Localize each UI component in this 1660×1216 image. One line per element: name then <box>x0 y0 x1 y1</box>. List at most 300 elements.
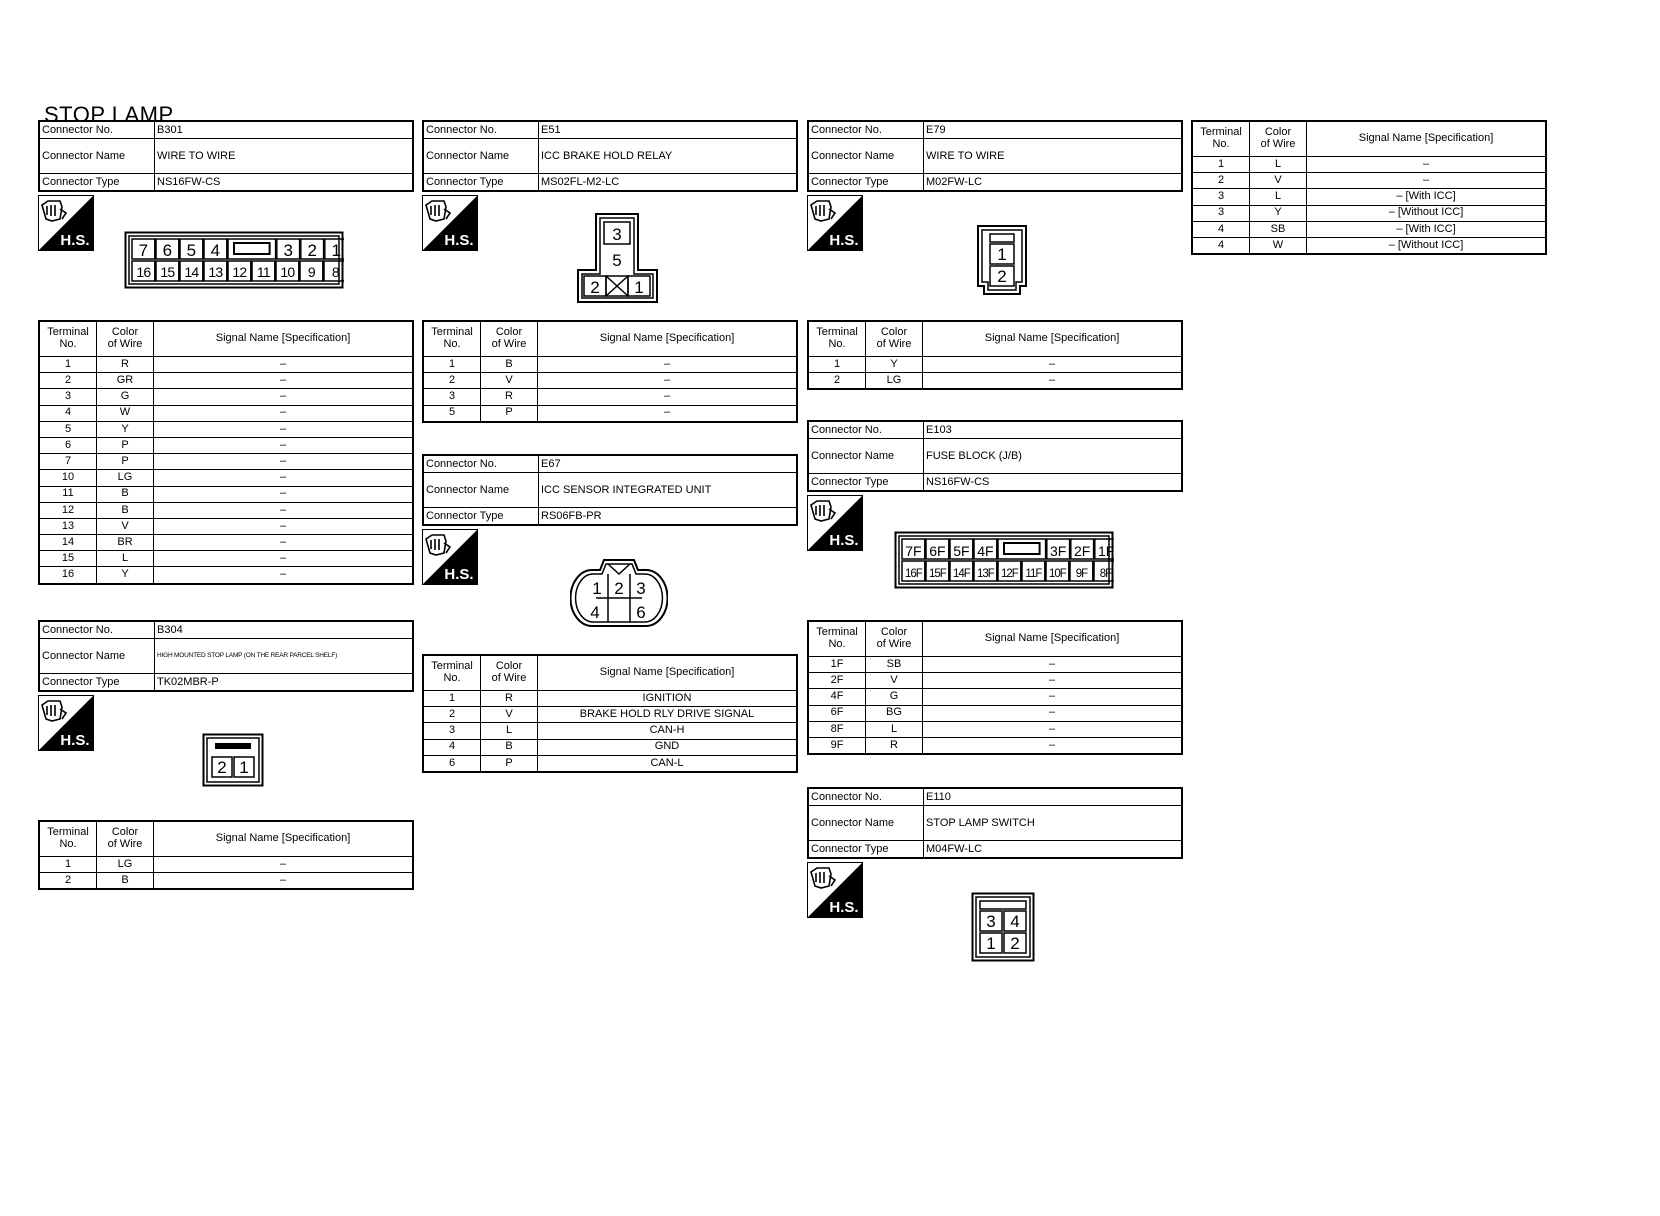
wire-color-cell: V <box>866 673 923 689</box>
pin-label: 9 <box>307 264 315 280</box>
terminal-no-cell: 1 <box>1192 157 1250 173</box>
pin-label: 3 <box>636 579 646 598</box>
label: Connector Name <box>423 139 539 174</box>
terminal-no-cell: 2 <box>423 707 481 723</box>
pin-label: 10F <box>1048 568 1066 580</box>
terminal-no-cell: 11 <box>39 486 97 502</box>
wire-color-cell: G <box>97 389 154 405</box>
wire-color-cell: B <box>481 357 538 373</box>
table-row <box>423 739 797 755</box>
wire-color-cell: BG <box>866 705 923 721</box>
col-color: Color of Wire <box>481 321 538 357</box>
col-color: Color of Wire <box>866 321 923 357</box>
terminal-no-cell: 16 <box>39 567 97 584</box>
table-row <box>808 657 1182 673</box>
table-row <box>39 437 413 453</box>
wire-color-cell: V <box>481 707 538 723</box>
terminal-no-cell: 1 <box>39 857 97 873</box>
hs-label: H.S. <box>60 732 90 749</box>
pin-label: 11F <box>1025 568 1042 580</box>
signal-name-cell: – <box>538 373 798 389</box>
wire-color-cell: G <box>866 689 923 705</box>
signal-name-cell: – <box>154 535 414 551</box>
wire-color-cell: B <box>97 873 154 890</box>
connector-no: E51 <box>539 121 798 139</box>
table-row <box>39 551 413 567</box>
pin-label: 2F <box>1074 543 1091 559</box>
wire-color-cell: LG <box>97 470 154 486</box>
b301-connector-face <box>124 231 344 289</box>
e110-connector-face <box>971 892 1035 962</box>
hs-icon <box>422 195 478 251</box>
label: Connector Name <box>808 139 924 174</box>
signal-name-cell: – <box>154 405 414 421</box>
pin-label: 14F <box>952 568 970 580</box>
connector-name: FUSE BLOCK (J/B) <box>924 439 1183 474</box>
table-row <box>39 502 413 518</box>
terminal-no-cell: 6 <box>39 437 97 453</box>
wire-color-cell: SB <box>1250 221 1307 237</box>
label: Connector No. <box>423 455 539 473</box>
wire-color-cell: P <box>97 437 154 453</box>
col-signal: Signal Name [Specification] <box>923 621 1183 657</box>
col-color: Color of Wire <box>1250 121 1307 157</box>
e103-connector-face <box>894 531 1114 589</box>
table-row <box>39 454 413 470</box>
pin-label: 4 <box>1010 912 1020 931</box>
table-row <box>808 357 1182 373</box>
label: Connector Type <box>808 474 924 492</box>
pin-label: 4F <box>977 543 994 559</box>
signal-name-cell: – <box>154 373 414 389</box>
pin-label: 3F <box>1050 543 1067 559</box>
terminal-no-cell: 2 <box>1192 173 1250 189</box>
pin-label: 16 <box>136 264 151 280</box>
wire-color-cell: BR <box>97 535 154 551</box>
e79-info-table <box>807 120 1183 192</box>
connector-type: NS16FW-CS <box>155 174 414 192</box>
col-signal: Signal Name [Specification] <box>154 321 414 357</box>
label: Connector Name <box>808 806 924 841</box>
table-row <box>423 373 797 389</box>
b304-info-table <box>38 620 414 692</box>
connector-type: RS06FB-PR <box>539 508 798 526</box>
signal-name-cell: – <box>923 689 1183 705</box>
table-row <box>808 689 1182 705</box>
signal-name-cell: – <box>154 389 414 405</box>
terminal-no-cell: 2 <box>808 373 866 390</box>
hs-icon <box>807 862 863 918</box>
e51-connector-face <box>576 212 660 304</box>
wire-color-cell: L <box>1250 157 1307 173</box>
table-row <box>1192 157 1546 173</box>
col-terminal-no: Terminal No. <box>1192 121 1250 157</box>
hs-label: H.S. <box>444 566 474 583</box>
col-terminal-no: Terminal No. <box>423 655 481 691</box>
col-terminal-no: Terminal No. <box>423 321 481 357</box>
label: Connector Type <box>808 174 924 192</box>
e110-info-table <box>807 787 1183 859</box>
wire-color-cell: L <box>97 551 154 567</box>
wire-color-cell: R <box>481 691 538 707</box>
pin-label: 15F <box>928 568 946 580</box>
wire-color-cell: Y <box>866 357 923 373</box>
terminal-no-cell: 3 <box>423 723 481 739</box>
signal-name-cell: CAN-H <box>538 723 798 739</box>
col-terminal-no: Terminal No. <box>39 321 97 357</box>
signal-name-cell: IGNITION <box>538 691 798 707</box>
connector-name: STOP LAMP SWITCH <box>924 806 1183 841</box>
terminal-no-cell: 4 <box>39 405 97 421</box>
connector-name: HIGH MOUNTED STOP LAMP (ON THE REAR PARCEL SHELF) <box>155 639 414 674</box>
pin-label: 1 <box>239 758 249 777</box>
table-row <box>808 737 1182 754</box>
wire-color-cell: P <box>97 454 154 470</box>
table-row <box>1192 173 1546 189</box>
pin-label: 12 <box>232 264 247 280</box>
pin-label: 11 <box>256 264 270 280</box>
b304-connector-face <box>202 733 264 787</box>
e110-terminal-table <box>1191 120 1547 255</box>
table-row <box>1192 205 1546 221</box>
terminal-no-cell: 13 <box>39 518 97 534</box>
pin-label: 6 <box>162 241 173 260</box>
wire-color-cell: W <box>1250 237 1307 254</box>
wire-color-cell: Y <box>97 421 154 437</box>
hs-label: H.S. <box>60 232 90 249</box>
label: Connector Name <box>39 639 155 674</box>
table-row <box>1192 221 1546 237</box>
signal-name-cell: – <box>154 567 414 584</box>
table-row <box>39 373 413 389</box>
wire-color-cell: B <box>97 486 154 502</box>
signal-name-cell: – <box>154 857 414 873</box>
hs-icon <box>422 529 478 585</box>
e79-terminal-table <box>807 320 1183 390</box>
pin-label: 1 <box>997 245 1007 264</box>
signal-name-cell: – <box>923 373 1183 390</box>
pin-label: 2 <box>614 579 624 598</box>
terminal-no-cell: 1 <box>423 357 481 373</box>
pin-label: 15 <box>160 264 175 280</box>
connector-type: MS02FL-M2-LC <box>539 174 798 192</box>
pin-label: 6F <box>929 543 946 559</box>
hs-label: H.S. <box>829 232 859 249</box>
wire-color-cell: L <box>1250 189 1307 205</box>
terminal-no-cell: 5 <box>423 405 481 422</box>
terminal-no-cell: 1 <box>808 357 866 373</box>
signal-name-cell: – <box>154 486 414 502</box>
wire-color-cell: P <box>481 405 538 422</box>
wire-color-cell: V <box>481 373 538 389</box>
wire-color-cell: LG <box>97 857 154 873</box>
signal-name-cell: – <box>154 437 414 453</box>
signal-name-cell: – <box>154 502 414 518</box>
signal-name-cell: – <box>154 518 414 534</box>
connector-type: M04FW-LC <box>924 841 1183 859</box>
col-color: Color of Wire <box>481 655 538 691</box>
pin-label: 4 <box>590 603 600 622</box>
e79-connector-face <box>976 224 1028 296</box>
table-row <box>423 691 797 707</box>
connector-no: E67 <box>539 455 798 473</box>
wire-color-cell: Y <box>1250 205 1307 221</box>
col-signal: Signal Name [Specification] <box>1307 121 1547 157</box>
signal-name-cell: – [With ICC] <box>1307 221 1547 237</box>
connector-name: WIRE TO WIRE <box>155 139 414 174</box>
wire-color-cell: GR <box>97 373 154 389</box>
pin-label: 3 <box>986 912 996 931</box>
terminal-no-cell: 14 <box>39 535 97 551</box>
pin-label: 2 <box>1010 934 1020 953</box>
signal-name-cell: – <box>923 737 1183 754</box>
wire-color-cell: W <box>97 405 154 421</box>
wire-color-cell: SB <box>866 657 923 673</box>
table-row <box>423 755 797 772</box>
wire-color-cell: Y <box>97 567 154 584</box>
table-row <box>423 707 797 723</box>
pin-label: 1F <box>1098 543 1114 559</box>
label: Connector No. <box>423 121 539 139</box>
table-row <box>39 357 413 373</box>
label: Connector Type <box>808 841 924 859</box>
table-row <box>808 705 1182 721</box>
label: Connector No. <box>808 788 924 806</box>
label: Connector Type <box>39 674 155 692</box>
table-row <box>423 389 797 405</box>
pin-label: 2 <box>997 267 1007 286</box>
terminal-no-cell: 7 <box>39 454 97 470</box>
hs-icon <box>38 695 94 751</box>
terminal-no-cell: 4F <box>808 689 866 705</box>
pin-label: 7F <box>905 543 922 559</box>
e51-info-table <box>422 120 798 192</box>
e67-connector-face <box>570 556 668 630</box>
signal-name-cell: – <box>1307 157 1547 173</box>
hs-icon <box>807 495 863 551</box>
terminal-no-cell: 2 <box>39 873 97 890</box>
e67-info-table <box>422 454 798 526</box>
table-row <box>39 389 413 405</box>
label: Connector No. <box>39 621 155 639</box>
terminal-no-cell: 4 <box>1192 237 1250 254</box>
wire-color-cell: LG <box>866 373 923 390</box>
table-row <box>39 873 413 890</box>
hs-icon <box>807 195 863 251</box>
table-row <box>1192 237 1546 254</box>
signal-name-cell: – <box>923 657 1183 673</box>
signal-name-cell: – <box>923 357 1183 373</box>
signal-name-cell: – <box>154 357 414 373</box>
label: Connector Name <box>39 139 155 174</box>
label: Connector Type <box>39 174 155 192</box>
terminal-no-cell: 10 <box>39 470 97 486</box>
table-row <box>39 518 413 534</box>
connector-name: WIRE TO WIRE <box>924 139 1183 174</box>
col-signal: Signal Name [Specification] <box>538 655 798 691</box>
signal-name-cell: CAN-L <box>538 755 798 772</box>
terminal-no-cell: 1F <box>808 657 866 673</box>
col-signal: Signal Name [Specification] <box>538 321 798 357</box>
label: Connector No. <box>39 121 155 139</box>
connector-no: B301 <box>155 121 414 139</box>
pin-label: 5F <box>953 543 970 559</box>
pin-label: 1 <box>592 579 602 598</box>
signal-name-cell: – <box>923 721 1183 737</box>
pin-label: 16F <box>904 568 922 580</box>
pin-label: 6 <box>636 603 646 622</box>
pin-label: 13 <box>208 264 223 280</box>
table-row <box>808 673 1182 689</box>
wire-color-cell: V <box>1250 173 1307 189</box>
e103-terminal-table <box>807 620 1183 755</box>
pin-label: 5 <box>612 251 622 270</box>
pin-label: 1 <box>331 241 341 260</box>
pin-label: 10 <box>280 264 295 280</box>
pin-label: 7 <box>138 241 149 260</box>
signal-name-cell: – <box>538 357 798 373</box>
label: Connector Type <box>423 174 539 192</box>
signal-name-cell: – [Without ICC] <box>1307 205 1547 221</box>
col-color: Color of Wire <box>97 821 154 857</box>
connector-no: B304 <box>155 621 414 639</box>
page-title: STOP LAMP <box>44 102 174 127</box>
signal-name-cell: – [With ICC] <box>1307 189 1547 205</box>
connector-no: E110 <box>924 788 1183 806</box>
table-row <box>808 373 1182 390</box>
b301-terminal-table <box>38 320 414 585</box>
terminal-no-cell: 3 <box>423 389 481 405</box>
e103-info-table <box>807 420 1183 492</box>
label: Connector Name <box>423 473 539 508</box>
pin-label: 5 <box>186 241 197 260</box>
table-row <box>423 723 797 739</box>
pin-label: 2 <box>217 758 227 777</box>
wire-color-cell: L <box>481 723 538 739</box>
pin-label: 8 <box>331 264 339 280</box>
terminal-no-cell: 3 <box>1192 205 1250 221</box>
terminal-no-cell: 5 <box>39 421 97 437</box>
wire-color-cell: R <box>866 737 923 754</box>
connector-type: TK02MBR-P <box>155 674 414 692</box>
terminal-no-cell: 2 <box>39 373 97 389</box>
table-row <box>39 857 413 873</box>
table-row <box>423 357 797 373</box>
table-row <box>39 405 413 421</box>
table-row <box>1192 189 1546 205</box>
terminal-no-cell: 2F <box>808 673 866 689</box>
wire-color-cell: R <box>481 389 538 405</box>
terminal-no-cell: 4 <box>1192 221 1250 237</box>
signal-name-cell: – <box>923 705 1183 721</box>
wire-color-cell: V <box>97 518 154 534</box>
connector-no: E103 <box>924 421 1183 439</box>
terminal-no-cell: 4 <box>423 739 481 755</box>
terminal-no-cell: 8F <box>808 721 866 737</box>
wire-color-cell: B <box>97 502 154 518</box>
e51-terminal-table <box>422 320 798 423</box>
col-terminal-no: Terminal No. <box>39 821 97 857</box>
hs-label: H.S. <box>444 232 474 249</box>
connector-name: ICC BRAKE HOLD RELAY <box>539 139 798 174</box>
table-row <box>39 535 413 551</box>
col-color: Color of Wire <box>866 621 923 657</box>
connector-type: M02FW-LC <box>924 174 1183 192</box>
connector-name: ICC SENSOR INTEGRATED UNIT <box>539 473 798 508</box>
b304-terminal-table <box>38 820 414 890</box>
hs-label: H.S. <box>829 899 859 916</box>
terminal-no-cell: 1 <box>39 357 97 373</box>
terminal-no-cell: 12 <box>39 502 97 518</box>
hs-label: H.S. <box>829 532 859 549</box>
pin-label: 3 <box>612 225 622 244</box>
pin-label: 2 <box>307 241 317 260</box>
pin-label: 8F <box>1099 568 1112 580</box>
signal-name-cell: – <box>154 470 414 486</box>
pin-label: 12F <box>1000 568 1018 580</box>
pin-label: 1 <box>634 278 644 297</box>
table-row <box>39 567 413 584</box>
signal-name-cell: – <box>538 389 798 405</box>
signal-name-cell: GND <box>538 739 798 755</box>
table-row <box>39 486 413 502</box>
pin-label: 9F <box>1075 568 1088 580</box>
pin-label: 3 <box>283 241 293 260</box>
signal-name-cell: BRAKE HOLD RLY DRIVE SIGNAL <box>538 707 798 723</box>
table-row <box>423 405 797 422</box>
label: Connector Type <box>423 508 539 526</box>
wire-color-cell: P <box>481 755 538 772</box>
wire-color-cell: R <box>97 357 154 373</box>
signal-name-cell: – <box>538 405 798 422</box>
terminal-no-cell: 6 <box>423 755 481 772</box>
signal-name-cell: – <box>154 421 414 437</box>
signal-name-cell: – <box>1307 173 1547 189</box>
col-terminal-no: Terminal No. <box>808 621 866 657</box>
connector-type: NS16FW-CS <box>924 474 1183 492</box>
terminal-no-cell: 2 <box>423 373 481 389</box>
signal-name-cell: – [Without ICC] <box>1307 237 1547 254</box>
e67-terminal-table <box>422 654 798 773</box>
wire-color-cell: B <box>481 739 538 755</box>
pin-label: 13F <box>976 568 994 580</box>
table-row <box>39 421 413 437</box>
connector-no: E79 <box>924 121 1183 139</box>
terminal-no-cell: 6F <box>808 705 866 721</box>
b301-info-table <box>38 120 414 192</box>
pin-label: 4 <box>210 241 221 260</box>
wire-color-cell: L <box>866 721 923 737</box>
col-signal: Signal Name [Specification] <box>923 321 1183 357</box>
label: Connector No. <box>808 421 924 439</box>
signal-name-cell: – <box>154 873 414 890</box>
signal-name-cell: – <box>154 551 414 567</box>
terminal-no-cell: 1 <box>423 691 481 707</box>
terminal-no-cell: 15 <box>39 551 97 567</box>
terminal-no-cell: 3 <box>1192 189 1250 205</box>
pin-label: 2 <box>590 278 600 297</box>
pin-label: 14 <box>184 264 199 280</box>
label: Connector No. <box>808 121 924 139</box>
terminal-no-cell: 3 <box>39 389 97 405</box>
hs-icon <box>38 195 94 251</box>
label: Connector Name <box>808 439 924 474</box>
table-row <box>39 470 413 486</box>
col-signal: Signal Name [Specification] <box>154 821 414 857</box>
pin-label: 1 <box>986 934 996 953</box>
table-row <box>808 721 1182 737</box>
signal-name-cell: – <box>154 454 414 470</box>
